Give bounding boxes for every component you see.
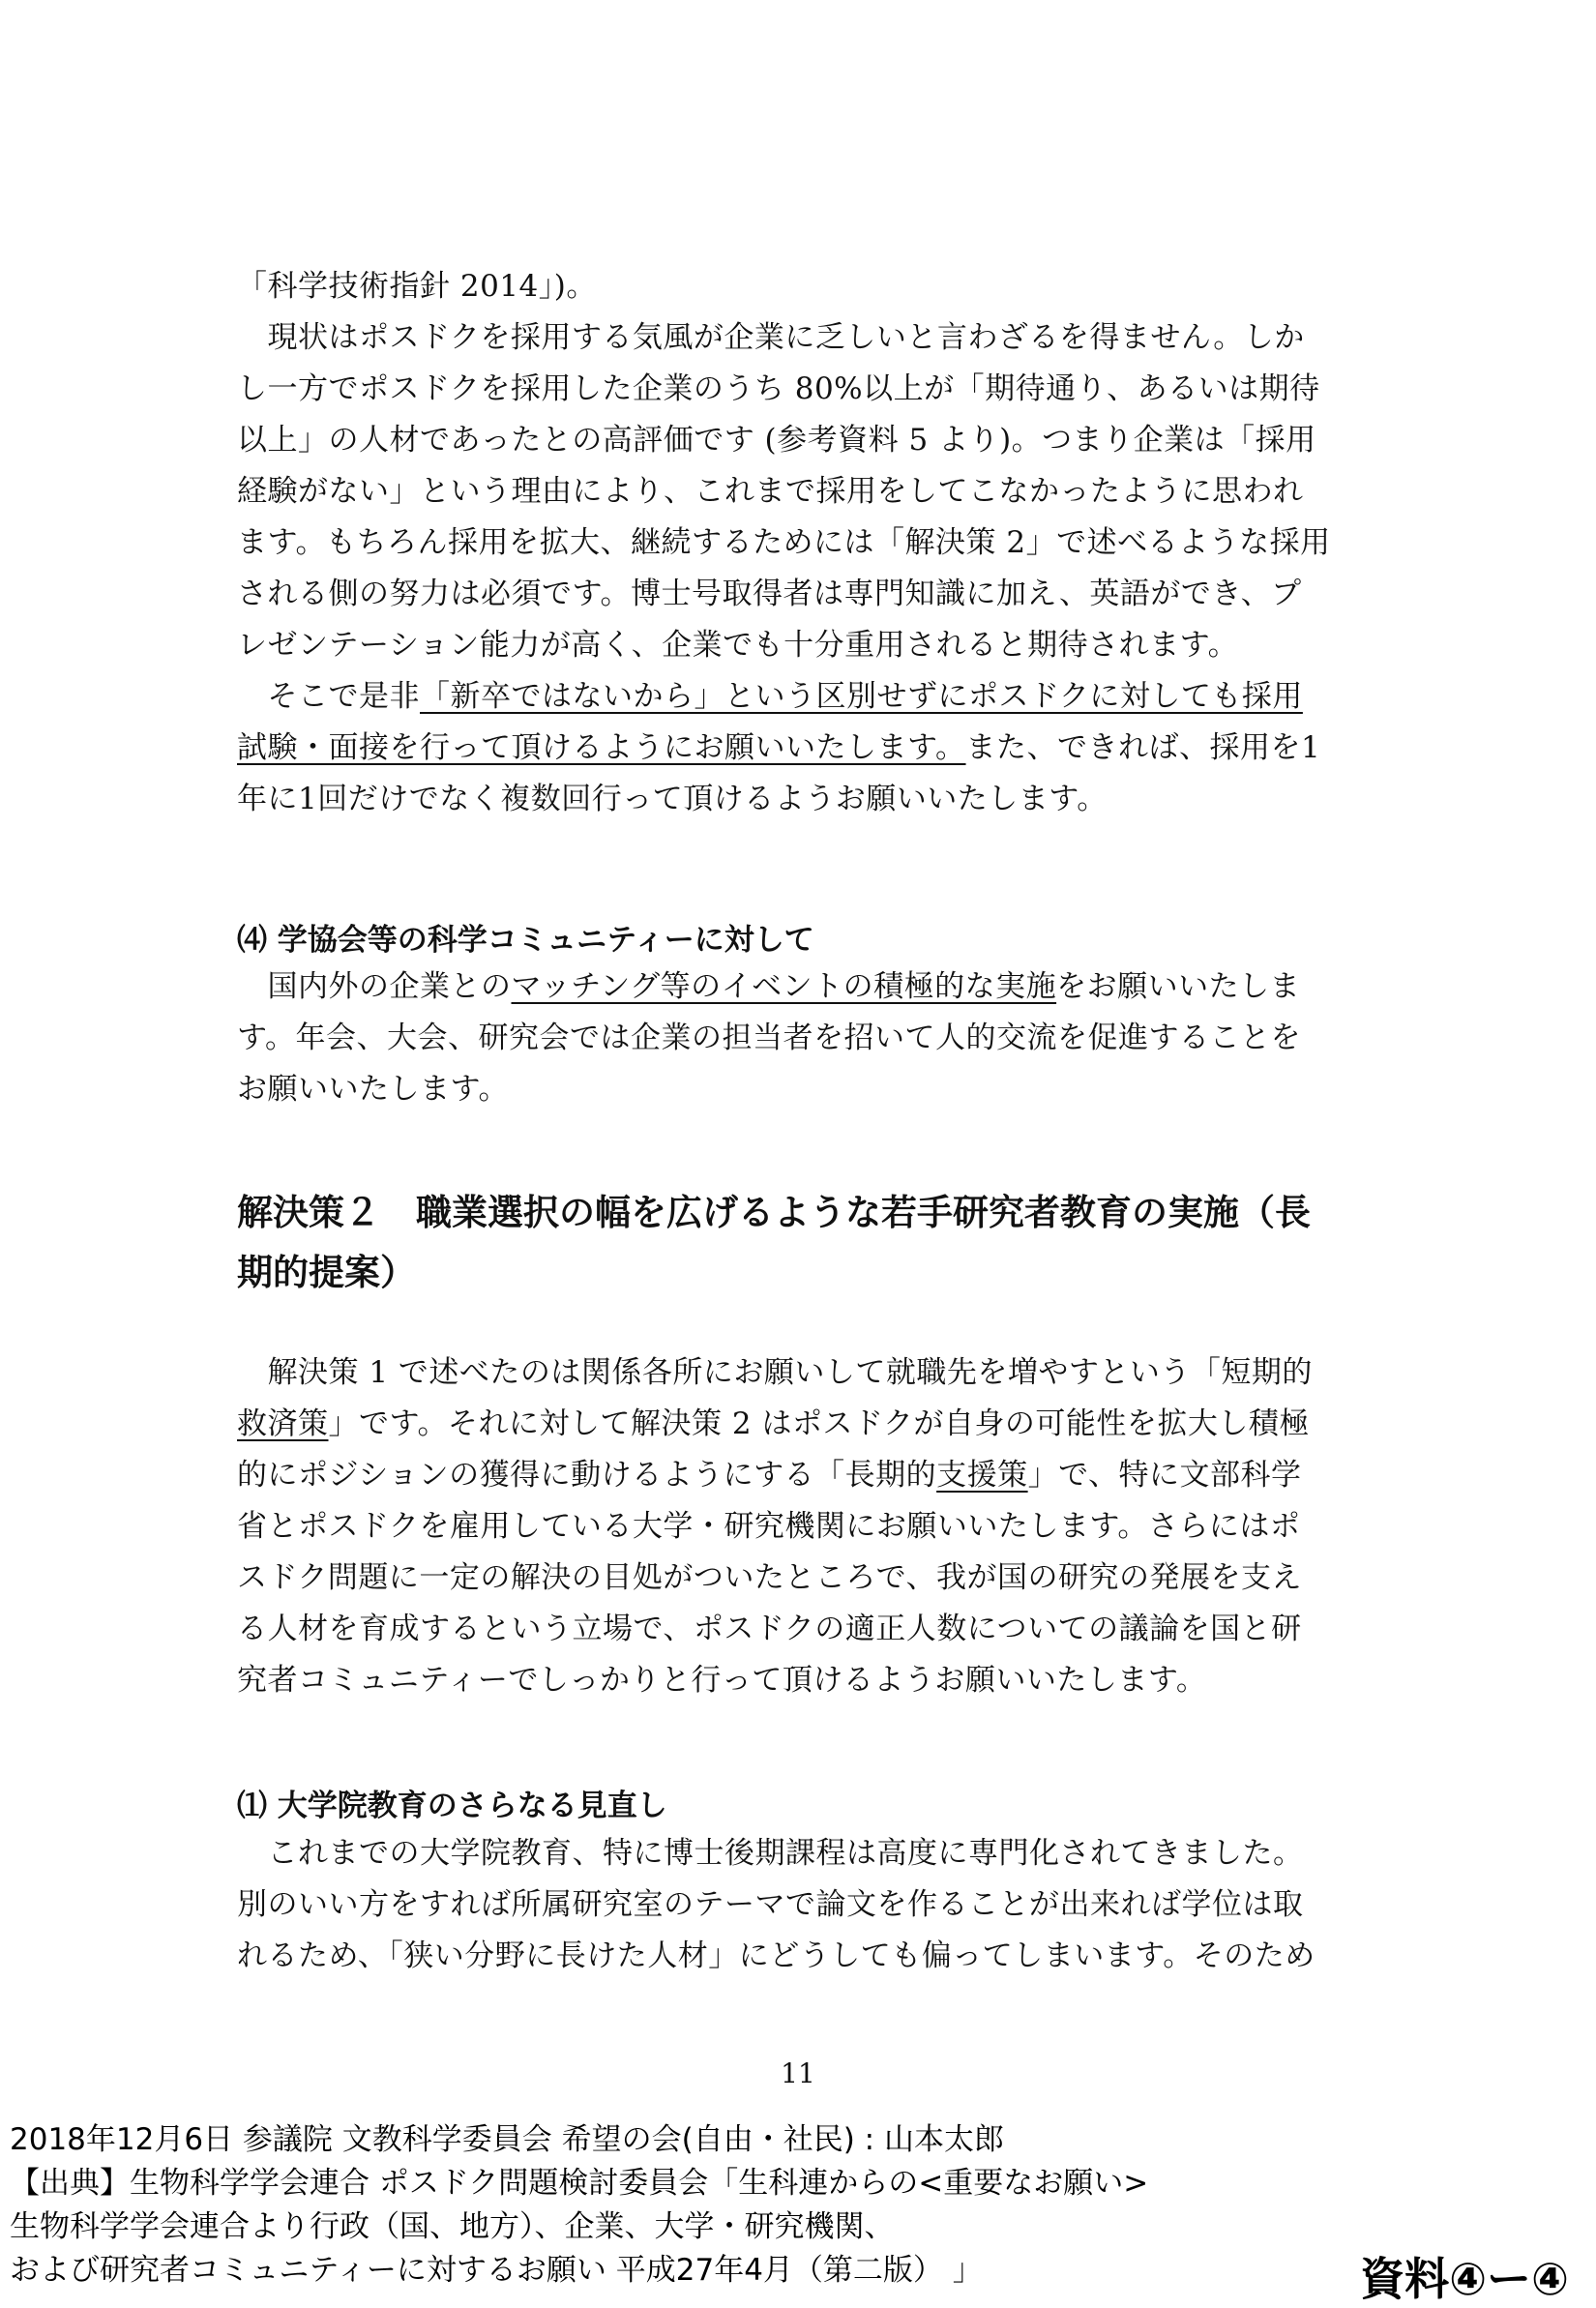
- section-heading-1: ⑴ 大学院教育のさらなる見直し: [237, 1789, 667, 1823]
- text-line: [237, 671, 1378, 723]
- text-span: 」です。それに対して解決策 2 はポスドクが自身の可能性を拡大し積極: [328, 1406, 1310, 1441]
- text-line: [237, 962, 1378, 1013]
- text-line: 究者コミュニティーでしっかりと行って頂けるようお願いいたします。: [237, 1663, 1207, 1698]
- text-span: 」で、特に文部科学: [1027, 1458, 1302, 1493]
- text-line: 省とポスドクを雇用している大学・研究機関にお願いいたします。さらにはポ: [237, 1509, 1301, 1544]
- text-line: レゼンテーション能力が高く、企業でも十分重用されると期待されます。: [237, 628, 1239, 663]
- text-line: [237, 1450, 1378, 1501]
- source-footer: [10, 2118, 1148, 2293]
- text-line: [237, 1399, 1378, 1450]
- text-line: す。年会、大会、研究会では企業の担当者を招いて人的交流を促進することを: [237, 1021, 1302, 1055]
- text-line: し一方でポスドクを採用した企業のうち 80%以上が「期待通り、あるいは期待: [237, 371, 1320, 406]
- text-line: [237, 723, 1378, 774]
- text-line: 経験がない」という理由により、これまで採用をしてこなかったように思われ: [237, 474, 1304, 509]
- footer-line: 2018年12月6日 参議院 文教科学委員会 希望の会(自由・社民) : 山本太郎: [10, 2122, 1004, 2157]
- text-span: 国内外の企業との: [237, 969, 512, 1004]
- section-heading-4: ⑷ 学協会等の科学コミュニティーに対して: [237, 923, 814, 958]
- footer-line: 【出典】生物科学学会連合 ポスドク問題検討委員会「生科連からの<重要なお願い>: [10, 2166, 1149, 2201]
- text-span: をお願いいたしま: [1056, 969, 1301, 1004]
- footer-line: および研究者コミュニティーに対するお願い 平成27年4月（第二版） 」: [10, 2253, 983, 2288]
- solution-2-heading: [237, 1183, 1398, 1303]
- text-line: 別のいい方をすれば所属研究室のテーマで論文を作ることが出来れば学位は取: [237, 1887, 1304, 1922]
- body-paragraph-community: [237, 962, 1378, 1115]
- text-line: される側の努力は必須です。博士号取得者は専門知識に加え、英語ができ、プ: [237, 577, 1302, 611]
- underlined-term: 支援策: [936, 1458, 1028, 1493]
- text-line: 解決策 1 で述べたのは関係各所にお願いして就職先を増やすという「短期的: [237, 1355, 1313, 1390]
- text-line: れるため、「狭い分野に長けた人材」にどうしても偏ってしまいます。そのため: [237, 1938, 1315, 1973]
- heading-line: 解決策２ 職業選択の幅を広げるような若手研究者教育の実施（長: [237, 1192, 1311, 1233]
- underlined-request: マッチング等のイベントの積極的な実施: [511, 969, 1057, 1004]
- document-label: 資料④ー④: [1360, 2253, 1569, 2305]
- text-line: これまでの大学院教育、特に博士後期課程は高度に専門化されてきました。: [237, 1836, 1304, 1871]
- body-paragraph-graduate-education: [237, 1828, 1378, 1982]
- body-paragraph-solution-2: [237, 1347, 1378, 1706]
- heading-line: 期的提案）: [237, 1252, 416, 1293]
- text-line: 「科学技術指針 2014」)。: [237, 269, 597, 304]
- text-span: そこで是非: [237, 679, 420, 714]
- underlined-request: 「新卒ではないから」という区別せずにポスドクに対しても採用: [420, 679, 1303, 714]
- text-line: ます。もちろん採用を拡大、継続するためには「解決策 2」で述べるような採用: [237, 525, 1331, 560]
- underlined-term: 救済策: [237, 1406, 329, 1441]
- underlined-request: 試験・面接を行って頂けるようにお願いいたします。: [237, 730, 966, 765]
- text-span: 的にポジションの獲得に動けるようにする「長期的: [237, 1458, 937, 1493]
- text-line: スドク問題に一定の解決の目処がついたところで、我が国の研究の発展を支え: [237, 1560, 1302, 1595]
- text-span: また、できれば、採用を1: [965, 730, 1321, 765]
- text-line: 現状はポスドクを採用する気風が企業に乏しいと言わざるを得ません。しか: [237, 320, 1305, 355]
- text-line: 以上」の人材であったとの高評価です (参考資料 5 より)。つまり企業は「採用: [237, 423, 1316, 458]
- page-number: 11: [781, 2057, 815, 2089]
- text-line: お願いいたします。: [237, 1072, 510, 1107]
- body-paragraph-recruitment: [237, 261, 1378, 825]
- text-line: る人材を育成するという立場で、ポスドクの適正人数についての議論を国と研: [237, 1612, 1302, 1646]
- footer-line: 生物科学学会連合より行政（国、地方）、企業、大学・研究機関、: [10, 2209, 895, 2244]
- text-line: 年に1回だけでなく複数回行って頂けるようお願いいたします。: [237, 782, 1108, 816]
